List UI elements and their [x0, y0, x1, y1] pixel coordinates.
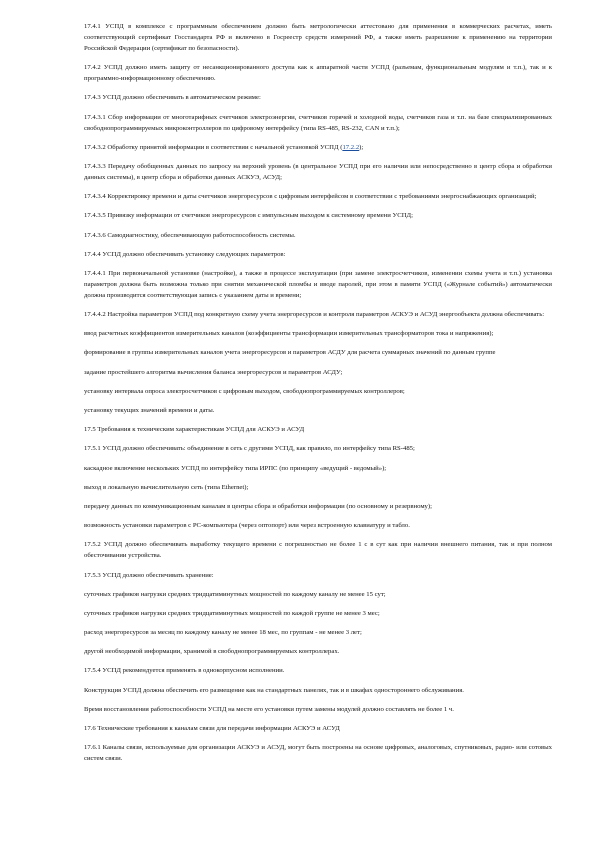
- list-item-daily-group: суточных графиков нагрузки средних тридцатиминутных мощностей по каждой группе не менее 3 мес;: [84, 609, 380, 617]
- list-item-coefficients: ввод расчетных коэффициентов измерительных каналов (коэффициенты трансформации измерительных трансформаторов тока и напряжения);: [84, 330, 494, 338]
- paragraph-17-4-3-2-end: );: [359, 143, 364, 151]
- paragraph-17-4-1: 17.4.1 УСПД в комплексе с программным обеспечением должно быть метрологически аттестовано для применения в коммерческих расчетах, иметь соответствующий сертификат Госстандарта РФ и включено в Госреестр средств измерений РФ, а также иметь разрешение к применению на территории Российской Федерации (сертификат по безопасности).: [84, 23, 552, 52]
- list-item-daily-channel: суточных графиков нагрузки средних тридцатиминутных мощностей по каждому каналу не менее 15 сут;: [84, 590, 386, 598]
- paragraph-17-4-3-2-text: 17.4.3.2 Обработку принятой информации в соответствии с начальной установкой УСПД (: [84, 143, 343, 151]
- paragraph-17-4-2: 17.4.2 УСПД должно иметь защиту от несанкционированного доступа как к аппаратной части УСПД (разъемам, функциональным модулям и т.п.), так и к программно-информационному обеспечению.: [84, 64, 552, 83]
- paragraph-17-4-4-1: 17.4.4.1 При первоначальной установке (настройке), а также в процессе эксплуатации (при замене электросчетчиков, изменении схемы учета и т.п.) установка параметров должна быть возможна только при снятии механической пломбы и вводе паролей, при этом в памяти УСПД («Журнале событий») автоматически должна производится соответствующая запись с указанием даты и времени;: [84, 269, 552, 299]
- document-body: [84, 21, 552, 772]
- list-item-balance-algorithm: задание простейшего алгоритма вычисления баланса энергоресурсов и параметров АСДУ;: [84, 368, 343, 376]
- paragraph-17-4-3-3: 17.4.3.3 Передачу обобщенных данных по запросу на верхний уровень (в центральное УСПД при его наличии или непосредственно в центр сбора и обработки данных системы), в центр сбора и обработки данных АСКУЭ, АСУД;: [84, 162, 552, 181]
- list-item-monthly-consumption: расход энергоресурсов за месяц по каждому каналу не менее 18 мес, по группам - не менее 3 лет;: [84, 629, 362, 637]
- list-item-poll-interval: установку интервала опроса электросчетчиков с цифровым выходом, свободнопрограммируемых контроллеров;: [84, 387, 405, 395]
- list-item-data-transfer: передачу данных по коммуникационным каналам в центры сбора и обработки информации (по основному и резервному);: [84, 502, 432, 510]
- section-heading-17-6: 17.6 Технические требования к каналам связи для передачи информации АСКУЭ и АСУД: [84, 725, 340, 732]
- paragraph-17-4-3-6: 17.4.3.6 Самодиагностику, обеспечивающую работоспособность системы.: [84, 231, 296, 239]
- list-item-other-info: другой необходимой информации, хранимой в свободнопрограммируемых контроллерах.: [84, 648, 340, 656]
- section-link-17-2-2[interactable]: 17.2.2: [342, 143, 360, 151]
- section-heading-17-5: 17.5 Требования к техническим характеристикам УСПД для АСКУЭ и АСУД: [84, 426, 305, 434]
- list-item-grouping: формирование в группы измерительных каналов учета энергоресурсов и параметров АСДУ для расчета суммарных значений по данным группе: [84, 349, 496, 357]
- paragraph-17-4-4: 17.4.4 УСПД должно обеспечивать установку следующих параметров:: [84, 250, 286, 258]
- list-item-pc-setup: возможность установки параметров с PC-компьютера (через оптопорт) или через встроенную клавиатуру и табло.: [84, 522, 410, 530]
- paragraph-17-5-4: 17.5.4 УСПД рекомендуется применять в однокорпусном исполнении.: [84, 667, 285, 675]
- paragraph-construction: Конструкция УСПД должна обеспечить его размещение как на стандартных панелях, так и в шкафах одностороннего обслуживания.: [84, 686, 464, 694]
- paragraph-17-5-3: 17.5.3 УСПД должно обеспечивать хранение:: [84, 571, 214, 579]
- paragraph-17-4-3: 17.4.3 УСПД должно обеспечивать в автоматическом режиме:: [84, 94, 261, 102]
- paragraph-17-4-4-2: 17.4.4.2 Настройка параметров УСПД под конкретную схему учета энергоресурсов и контроля параметров АСКУЭ и АСУД энергообъекта должна обеспечивать:: [84, 311, 545, 319]
- paragraph-17-4-3-1: 17.4.3.1 Сбор информации от многотарифных счетчиков электроэнергии, счетчиков горячей и холодной воды, счетчиков газа и т.п. на базе специализированных свободнопрограммируемых микроконтроллеров по цифровому интерфейсу (типа RS-485, RS-232, CAN и т.п.);: [84, 113, 552, 132]
- list-item-time-date: установку текущих значений времени и даты.: [84, 407, 215, 414]
- paragraph-17-4-3-5: 17.4.3.5 Привязку информации от счетчиков энергоресурсов с импульсным выходом к системному времени УСПД;: [84, 212, 413, 220]
- list-item-cascade: каскадное включение нескольких УСПД по интерфейсу типа ИРПС (по принципу «ведущий - ведомый»);: [84, 464, 387, 472]
- paragraph-17-6-1: 17.6.1 Каналы связи, используемые для организации АСКУЭ и АСУД, могут быть построены на основе цифровых, аналоговых, спутниковых, радио- или сотовых систем связи.: [84, 744, 552, 763]
- paragraph-17-4-3-2: [84, 142, 552, 153]
- paragraph-17-5-2: 17.5.2 УСПД должно обеспечивать выработку текущего времени с погрешностью не более 1 с в сут как при наличии внешнего питания, так и при полном обесточивании устройства.: [84, 541, 552, 560]
- paragraph-17-4-3-4: 17.4.3.4 Корректировку времени и даты счетчиков энергоресурсов с цифровым интерфейсом в соответствии с требованиями энергоснабжающих организаций;: [84, 193, 537, 201]
- paragraph-recovery-time: Время восстановления работоспособности УСПД на месте его установки путем замены модулей должно составлять не более 1 ч.: [84, 705, 454, 713]
- list-item-lan: выход в локальную вычислительную сеть (типа Ethernet);: [84, 483, 249, 491]
- paragraph-17-5-1: 17.5.1 УСПД должно обеспечивать: объединение в сеть с другими УСПД, как правило, по интерфейсу типа RS-485;: [84, 445, 415, 453]
